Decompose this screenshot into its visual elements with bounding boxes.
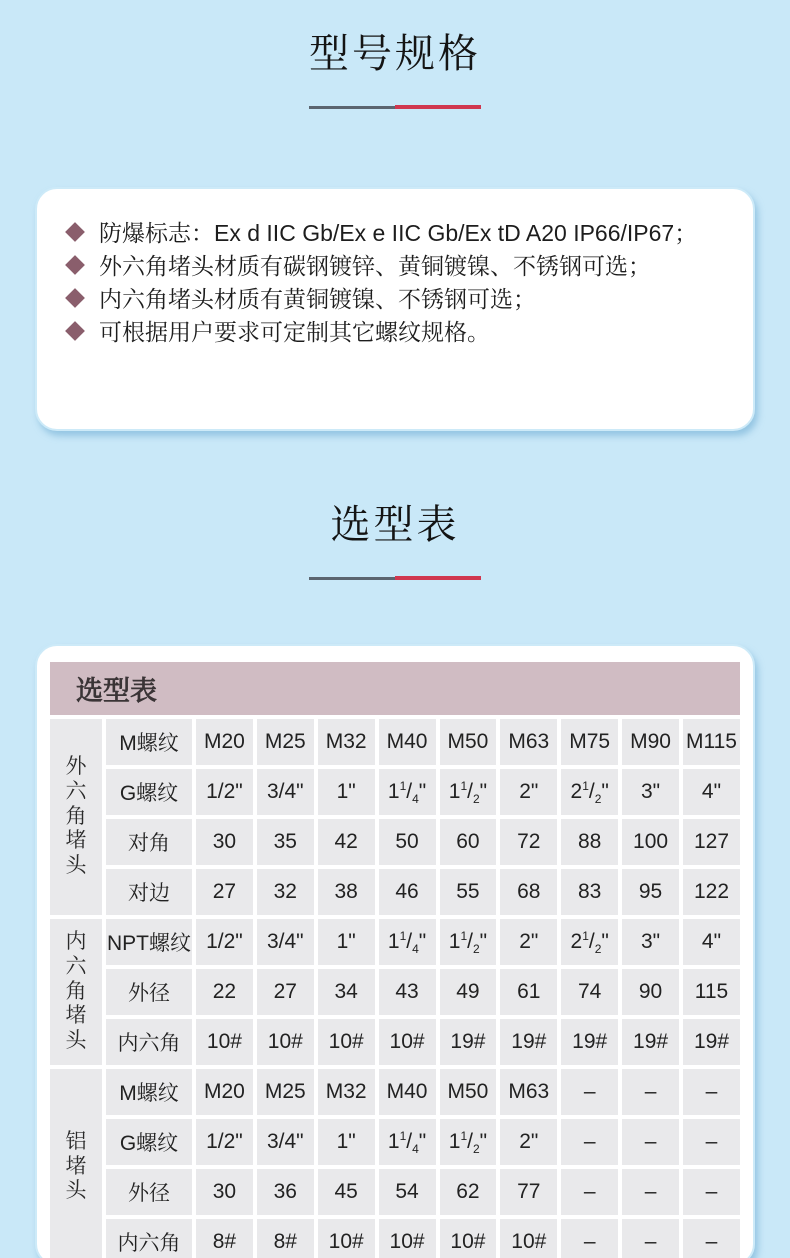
underline-gray-segment [309,106,395,109]
table-cell: M115 [683,719,740,765]
bullet-text: 外六角堵头材质有碳钢镀锌、黄铜镀镍、不锈钢可选； [99,253,651,279]
table-row [50,1219,740,1258]
table-cell: – [683,1069,740,1115]
table-cell: M32 [318,1069,375,1115]
table-row [50,919,740,965]
table-cell: – [683,1219,740,1258]
row-label: 对角 [106,819,192,865]
table-cell: $1^1/_2$" [440,1119,497,1165]
table-row [50,1069,740,1115]
selection-table [46,658,744,1258]
table-row [50,1119,740,1165]
table-cell: 60 [440,819,497,865]
table-cell: 30 [196,1169,253,1215]
diamond-icon [65,288,85,308]
diamond-icon [65,222,85,242]
table-cell: 3" [622,769,679,815]
table-cell: 45 [318,1169,375,1215]
selection-table-card [35,644,755,1258]
row-label: G螺纹 [106,1119,192,1165]
table-cell: – [561,1119,618,1165]
table-cell: 19# [500,1019,557,1065]
table-cell: 27 [257,969,314,1015]
row-label: NPT螺纹 [106,919,192,965]
table-cell: $2^1/_2$" [561,919,618,965]
table-cell: 90 [622,969,679,1015]
table-cell: M32 [318,719,375,765]
table-cell: 10# [318,1019,375,1065]
table-cell: 42 [318,819,375,865]
table-cell: 115 [683,969,740,1015]
table-cell: 19# [561,1019,618,1065]
table-row [50,769,740,815]
table-cell: $1^1/_2$" [440,769,497,815]
table-cell: 8# [257,1219,314,1258]
underline-gray-segment [309,577,395,580]
table-row [50,719,740,765]
table-cell: 3" [622,919,679,965]
bullet-text: 内六角堵头材质有黄铜镀镍、不锈钢可选； [99,286,536,312]
table-cell: 61 [500,969,557,1015]
table-cell: 34 [318,969,375,1015]
table-cell: 19# [440,1019,497,1065]
page-title-specs: 型号规格 [309,32,481,76]
table-cell: – [561,1069,618,1115]
table-cell: M75 [561,719,618,765]
table-cell: 19# [683,1019,740,1065]
table-cell: 68 [500,869,557,915]
table-row [50,819,740,865]
table-cell: 83 [561,869,618,915]
table-cell: 19# [622,1019,679,1065]
group-label: 内 六 角 堵 头 [50,919,102,1065]
table-cell: 8# [196,1219,253,1258]
table-cell: 27 [196,869,253,915]
table-cell: 10# [440,1219,497,1258]
row-label: M螺纹 [106,719,192,765]
table-row [50,1019,740,1065]
table-cell: 74 [561,969,618,1015]
table-cell: – [561,1219,618,1258]
specs-bullet-list [65,215,725,347]
table-cell: 127 [683,819,740,865]
row-label: G螺纹 [106,769,192,815]
table-cell: M63 [500,1069,557,1115]
table-cell: 50 [379,819,436,865]
row-label: 内六角 [106,1019,192,1065]
table-cell: M20 [196,1069,253,1115]
table-cell: 72 [500,819,557,865]
table-cell: 1/2" [196,769,253,815]
table-cell: M50 [440,1069,497,1115]
page-title-selection: 选型表 [330,503,460,547]
row-label: M螺纹 [106,1069,192,1115]
bullet-text: 防爆标志：Ex d IIC Gb/Ex e IIC Gb/Ex tD A20 IP66/IP67； [99,220,698,246]
table-cell: $1^1/_4$" [379,919,436,965]
bullet-item [65,314,725,347]
table-cell: M50 [440,719,497,765]
table-cell: – [622,1069,679,1115]
bullet-item [65,281,725,314]
table-row [50,1169,740,1215]
table-cell: $2^1/_2$" [561,769,618,815]
table-cell: 10# [196,1019,253,1065]
table-cell: 10# [257,1019,314,1065]
table-cell: 1" [318,919,375,965]
table-cell: $1^1/_2$" [440,919,497,965]
table-cell: 55 [440,869,497,915]
table-cell: 43 [379,969,436,1015]
table-cell: 32 [257,869,314,915]
table-cell: – [622,1169,679,1215]
table-cell: – [683,1119,740,1165]
table-cell: 3/4" [257,769,314,815]
table-cell: 4" [683,919,740,965]
bullet-text: 可根据用户要求可定制其它螺纹规格。 [99,319,490,345]
table-cell: – [683,1169,740,1215]
row-label: 外径 [106,1169,192,1215]
row-label: 外径 [106,969,192,1015]
table-cell: – [622,1219,679,1258]
table-cell: M20 [196,719,253,765]
table-cell: 10# [379,1019,436,1065]
row-label: 内六角 [106,1219,192,1258]
table-cell: M25 [257,719,314,765]
table-cell: 1/2" [196,919,253,965]
table-cell: 2" [500,769,557,815]
table-cell: 95 [622,869,679,915]
table-cell: – [622,1119,679,1165]
table-cell: 10# [379,1219,436,1258]
table-cell: 77 [500,1169,557,1215]
bullet-item [65,248,725,281]
group-label: 外 六 角 堵 头 [50,719,102,915]
table-cell: 2" [500,1119,557,1165]
table-cell: 3/4" [257,919,314,965]
table-cell: 22 [196,969,253,1015]
table-cell: 88 [561,819,618,865]
table-cell: 1/2" [196,1119,253,1165]
table-cell: $1^1/_4$" [379,1119,436,1165]
table-cell: $1^1/_4$" [379,769,436,815]
table-row [50,869,740,915]
table-cell: 10# [318,1219,375,1258]
table-cell: 54 [379,1169,436,1215]
table-cell: M40 [379,1069,436,1115]
table-cell: 10# [500,1219,557,1258]
diamond-icon [65,255,85,275]
table-cell: M90 [622,719,679,765]
table-cell: 46 [379,869,436,915]
table-cell: M40 [379,719,436,765]
diamond-icon [65,321,85,341]
table-cell: M63 [500,719,557,765]
table-cell: 38 [318,869,375,915]
table-cell: 62 [440,1169,497,1215]
table-cell: 35 [257,819,314,865]
table-cell: M25 [257,1069,314,1115]
table-cell: 3/4" [257,1119,314,1165]
title-underline-selection [309,576,481,580]
table-cell: 1" [318,1119,375,1165]
row-label: 对边 [106,869,192,915]
group-label: 铝 堵 头 [50,1069,102,1258]
underline-red-segment [395,576,481,580]
table-cell: 2" [500,919,557,965]
table-row [50,969,740,1015]
table-cell: 36 [257,1169,314,1215]
table-cell: 1" [318,769,375,815]
table-cell: 4" [683,769,740,815]
specs-card [35,187,755,431]
bullet-item [65,215,725,248]
table-title: 选型表 [50,662,740,715]
table-cell: 49 [440,969,497,1015]
table-cell: – [561,1169,618,1215]
table-cell: 100 [622,819,679,865]
title-underline-specs [309,105,481,109]
table-cell: 30 [196,819,253,865]
selection-table-body [50,719,740,1258]
underline-red-segment [395,105,481,109]
table-cell: 122 [683,869,740,915]
